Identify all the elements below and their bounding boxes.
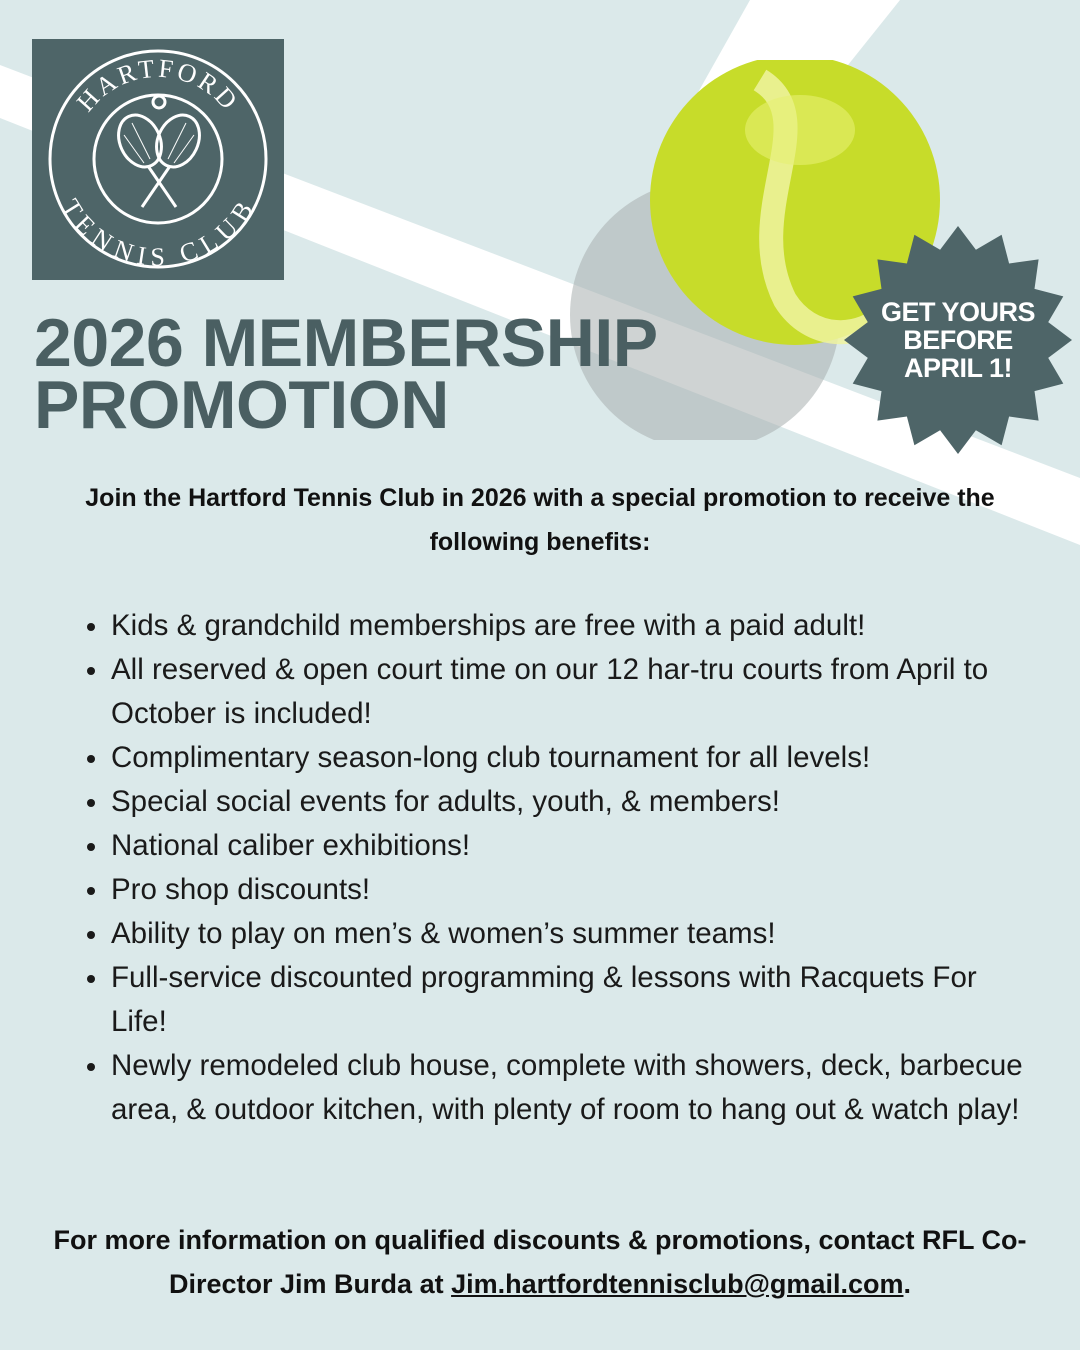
benefit-item <box>70 956 1030 1044</box>
benefit-item <box>70 736 1030 780</box>
badge-line-2: BEFORE <box>903 325 1013 355</box>
svg-text:TENNIS CLUB <box>56 194 260 272</box>
benefit-item <box>70 912 1030 956</box>
contact-text <box>40 1218 1040 1306</box>
bullet-icon <box>87 667 95 675</box>
title-line-2: PROMOTION <box>34 367 449 443</box>
bullet-icon <box>87 931 95 939</box>
benefit-text: Ability to play on men’s & women’s summer teams! <box>111 917 776 950</box>
benefit-text: Kids & grandchild memberships are free with a paid adult! <box>111 609 866 642</box>
benefit-text: Pro shop discounts! <box>111 873 371 906</box>
club-logo <box>32 39 284 280</box>
benefit-item <box>70 868 1030 912</box>
benefit-text: All reserved & open court time on our 12 har-tru courts from April to October is included! <box>111 653 989 730</box>
benefit-item <box>70 780 1030 824</box>
benefit-item <box>70 1044 1030 1132</box>
bullet-icon <box>87 623 95 631</box>
benefits-list <box>70 604 1030 1132</box>
bullet-icon <box>87 799 95 807</box>
badge-line-3: APRIL 1! <box>903 353 1013 383</box>
bullet-icon <box>87 755 95 763</box>
email-link[interactable]: Jim.hartfordtennisclub@gmail.com <box>451 1269 904 1299</box>
badge-line-1: GET YOURS <box>880 297 1036 327</box>
bullet-icon <box>87 887 95 895</box>
bullet-icon <box>87 975 95 983</box>
title-line-1: 2026 MEMBERSHIP <box>34 305 658 381</box>
contact-end: . <box>903 1269 911 1299</box>
benefit-text: National caliber exhibitions! <box>111 829 471 862</box>
benefit-item <box>70 824 1030 868</box>
intro-text: Join the Hartford Tennis Club in 2026 with a special promotion to receive the following benefits: <box>85 484 995 556</box>
contact-sentence: For more information on qualified discounts & promotions, contact RFL Co-Director Jim Burda at <box>53 1225 1027 1299</box>
bullet-icon <box>87 843 95 851</box>
benefit-text: Special social events for adults, youth, & members! <box>111 785 780 818</box>
crossed-rackets-icon <box>110 96 207 207</box>
benefit-text: Newly remodeled club house, complete with showers, deck, barbecue area, & outdoor kitchen, with plenty of room to hang out & watch play! <box>111 1049 1023 1126</box>
page-title <box>34 305 658 443</box>
logo-text-bottom: TENNIS CLUB <box>55 193 261 272</box>
benefit-item <box>70 648 1030 736</box>
benefit-text: Complimentary season-long club tournament for all levels! <box>111 741 871 774</box>
benefit-text: Full-service discounted programming & lessons with Racquets For Life! <box>111 961 977 1038</box>
benefit-item <box>70 604 1030 648</box>
logo-text-top: HARTFORD <box>71 53 245 118</box>
deadline-badge-text <box>842 298 1074 382</box>
bullet-icon <box>87 1063 95 1071</box>
